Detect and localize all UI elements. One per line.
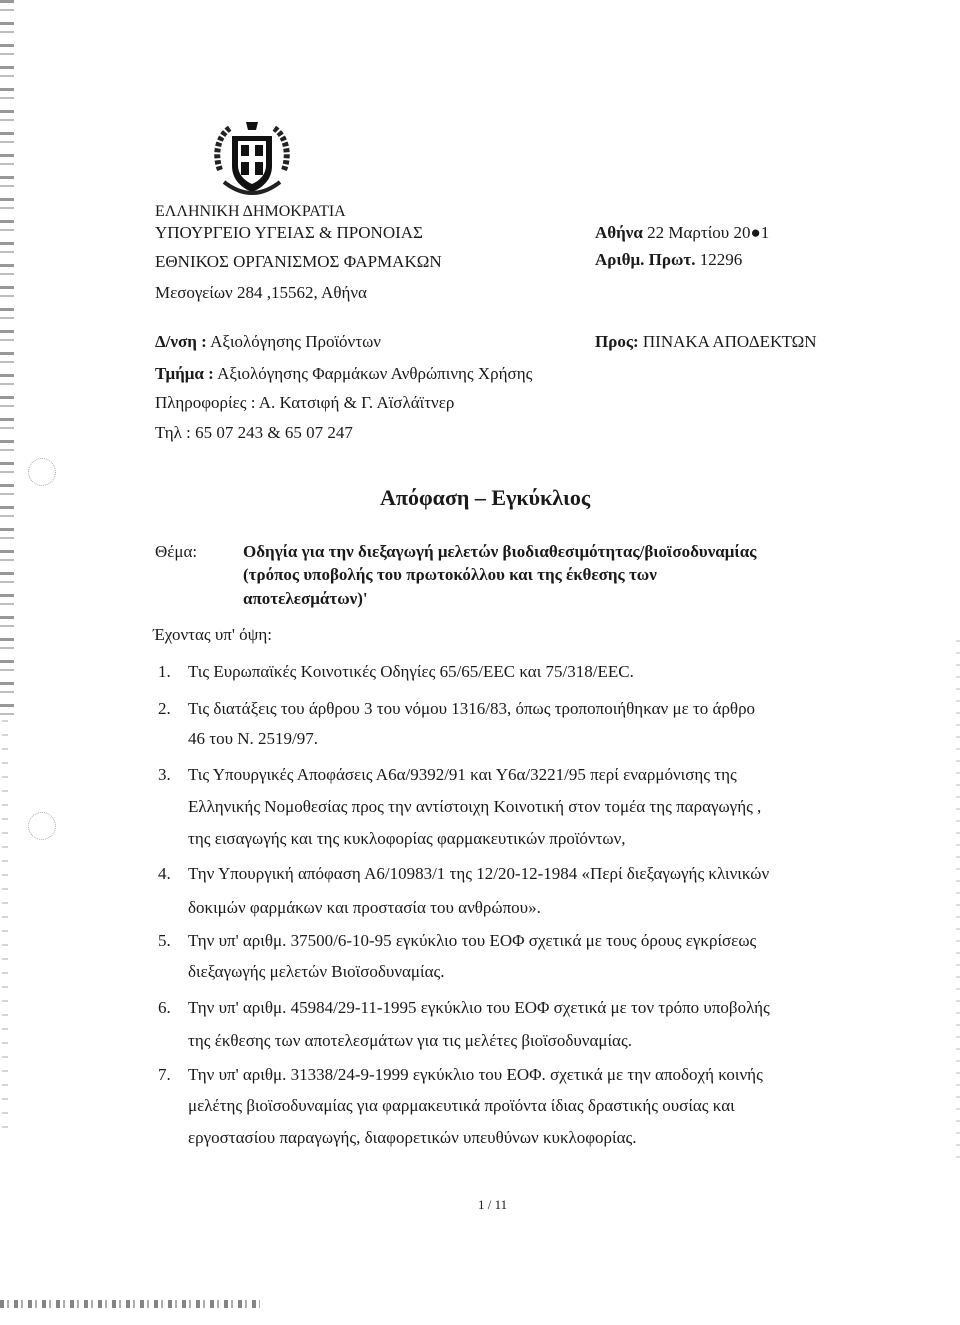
item-1-line-1: Τις Ευρωπαϊκές Κοινοτικές Οδηγίες 65/65/ΕΕC και 75/318/ΕΕC. bbox=[188, 662, 634, 681]
scan-bottom-artifact bbox=[0, 1300, 260, 1308]
page-number: 1 / 11 bbox=[478, 1197, 508, 1212]
subject-line-1: Οδηγία για την διεξαγωγή μελετών βιοδιαθεσιμότητας/βιοϊσοδυναμίας bbox=[243, 542, 757, 561]
telephone-value: 65 07 243 & 65 07 247 bbox=[195, 423, 353, 442]
item-4-line-2: δοκιμών φαρμάκων και προστασία του ανθρώπου». bbox=[188, 898, 541, 917]
item-number: 1. bbox=[158, 662, 171, 681]
document-title: Απόφαση – Εγκύκλιος bbox=[380, 485, 591, 510]
coat-of-arms-icon bbox=[210, 118, 294, 200]
date-label: Αθήνα bbox=[595, 223, 643, 242]
directorate-line bbox=[155, 332, 381, 352]
directorate-value: Αξιολόγησης Προϊόντων bbox=[210, 332, 381, 351]
recipient-label: Προς: bbox=[595, 332, 639, 351]
item-4-line-1: Την Υπουργική απόφαση Α6/10983/1 της 12/20-12-1984 «Περί διεξαγωγής κλινικών bbox=[188, 864, 770, 883]
item-5-line-1: Την υπ' αριθμ. 37500/6-10-95 εγκύκλιο του ΕΟΦ σχετικά με τους όρους εγκρίσεως bbox=[188, 931, 757, 950]
punch-hole-mark bbox=[28, 458, 56, 486]
item-number: 5. bbox=[158, 931, 171, 950]
scan-edge-artifact bbox=[0, 0, 14, 720]
punch-hole-mark bbox=[28, 812, 56, 840]
item-2-line-2: 46 του Ν. 2519/97. bbox=[188, 729, 318, 748]
ministry-name: ΥΠΟΥΡΓΕΙΟ ΥΓΕΙΑΣ & ΠΡΟΝΟΙΑΣ bbox=[155, 223, 423, 242]
item-3-line-3: της εισαγωγής και της κυκλοφορίας φαρμακευτικών προϊόντων, bbox=[188, 829, 626, 848]
item-number: 2. bbox=[158, 699, 171, 718]
subject-line-3: αποτελεσμάτων)' bbox=[243, 589, 368, 608]
subject-line-2: (τρόπος υποβολής του πρωτοκόλλου και της έκθεσης των bbox=[243, 565, 657, 584]
scan-edge-artifact-lower bbox=[2, 720, 8, 1140]
recipient-value: ΠΙΝΑΚΑ ΑΠΟΔΕΚΤΩΝ bbox=[642, 332, 817, 351]
item-3-line-1: Τις Υπουργικές Αποφάσεις Α6α/9392/91 και Υ6α/3221/95 περί εναρμόνισης της bbox=[188, 765, 737, 784]
protocol-label: Αριθμ. Πρωτ. bbox=[595, 250, 696, 269]
date-value: 22 Μαρτίου 20●1 bbox=[647, 223, 770, 242]
protocol-line bbox=[595, 250, 742, 270]
item-3-line-2: Ελληνικής Νομοθεσίας προς την αντίστοιχη Κοινοτική στον τομέα της παραγωγής , bbox=[188, 797, 762, 816]
subject-label: Θέμα: bbox=[155, 542, 198, 561]
section-line bbox=[155, 364, 532, 384]
item-number: 6. bbox=[158, 998, 171, 1017]
item-7-line-3: εργοστασίου παραγωγής, διαφορετικών υπευθύνων κυκλοφορίας. bbox=[188, 1128, 637, 1147]
scan-right-edge-artifact bbox=[956, 640, 960, 1160]
organization-name: ΕΘΝΙΚΟΣ ΟΡΓΑΝΙΣΜΟΣ ΦΑΡΜΑΚΩΝ bbox=[155, 252, 442, 271]
item-7-line-2: μελέτης βιοϊσοδυναμίας για φαρμακευτικά προϊόντα ίδιας δραστικής ουσίας και bbox=[188, 1096, 735, 1115]
section-label: Τμήμα : bbox=[155, 364, 214, 383]
information-value: Α. Κατσιφή & Γ. Αϊσλάϊτνερ bbox=[258, 393, 455, 412]
item-7-line-1: Την υπ' αριθμ. 31338/24-9-1999 εγκύκλιο του ΕΟΦ. σχετικά με την αποδοχή κοινής bbox=[188, 1065, 763, 1084]
country-name: ΕΛΛΗΝΙΚΗ ΔΗΜΟΚΡΑΤΙΑ bbox=[155, 203, 346, 220]
item-5-line-2: διεξαγωγής μελετών Βιοϊσοδυναμίας. bbox=[188, 962, 445, 981]
organization-address: Μεσογείων 284 ,15562, Αθήνα bbox=[155, 283, 367, 302]
item-number: 4. bbox=[158, 864, 171, 883]
item-6-line-1: Την υπ' αριθμ. 45984/29-11-1995 εγκύκλιο του ΕΟΦ σχετικά με τον τρόπο υποβολής bbox=[188, 998, 770, 1017]
item-6-line-2: της έκθεσης των αποτελεσμάτων για τις μελέτες βιοϊσοδυναμίας. bbox=[188, 1031, 632, 1050]
information-line bbox=[155, 393, 454, 413]
item-number: 7. bbox=[158, 1065, 171, 1084]
recipient-line bbox=[595, 332, 817, 352]
item-2-line-1: Τις διατάξεις του άρθρου 3 του νόμου 1316/83, όπως τροποποιήθηκαν με το άρθρο bbox=[188, 699, 756, 718]
directorate-label: Δ/νση : bbox=[155, 332, 207, 351]
telephone-line bbox=[155, 423, 353, 443]
telephone-label: Τηλ : bbox=[155, 423, 191, 442]
item-number: 3. bbox=[158, 765, 171, 784]
information-label: Πληροφορίες : bbox=[155, 393, 256, 412]
considering-heading: Έχοντας υπ' όψη: bbox=[153, 625, 272, 644]
date-line bbox=[595, 223, 769, 243]
section-value: Αξιολόγησης Φαρμάκων Ανθρώπινης Χρήσης bbox=[217, 364, 533, 383]
protocol-number: 12296 bbox=[699, 250, 743, 269]
